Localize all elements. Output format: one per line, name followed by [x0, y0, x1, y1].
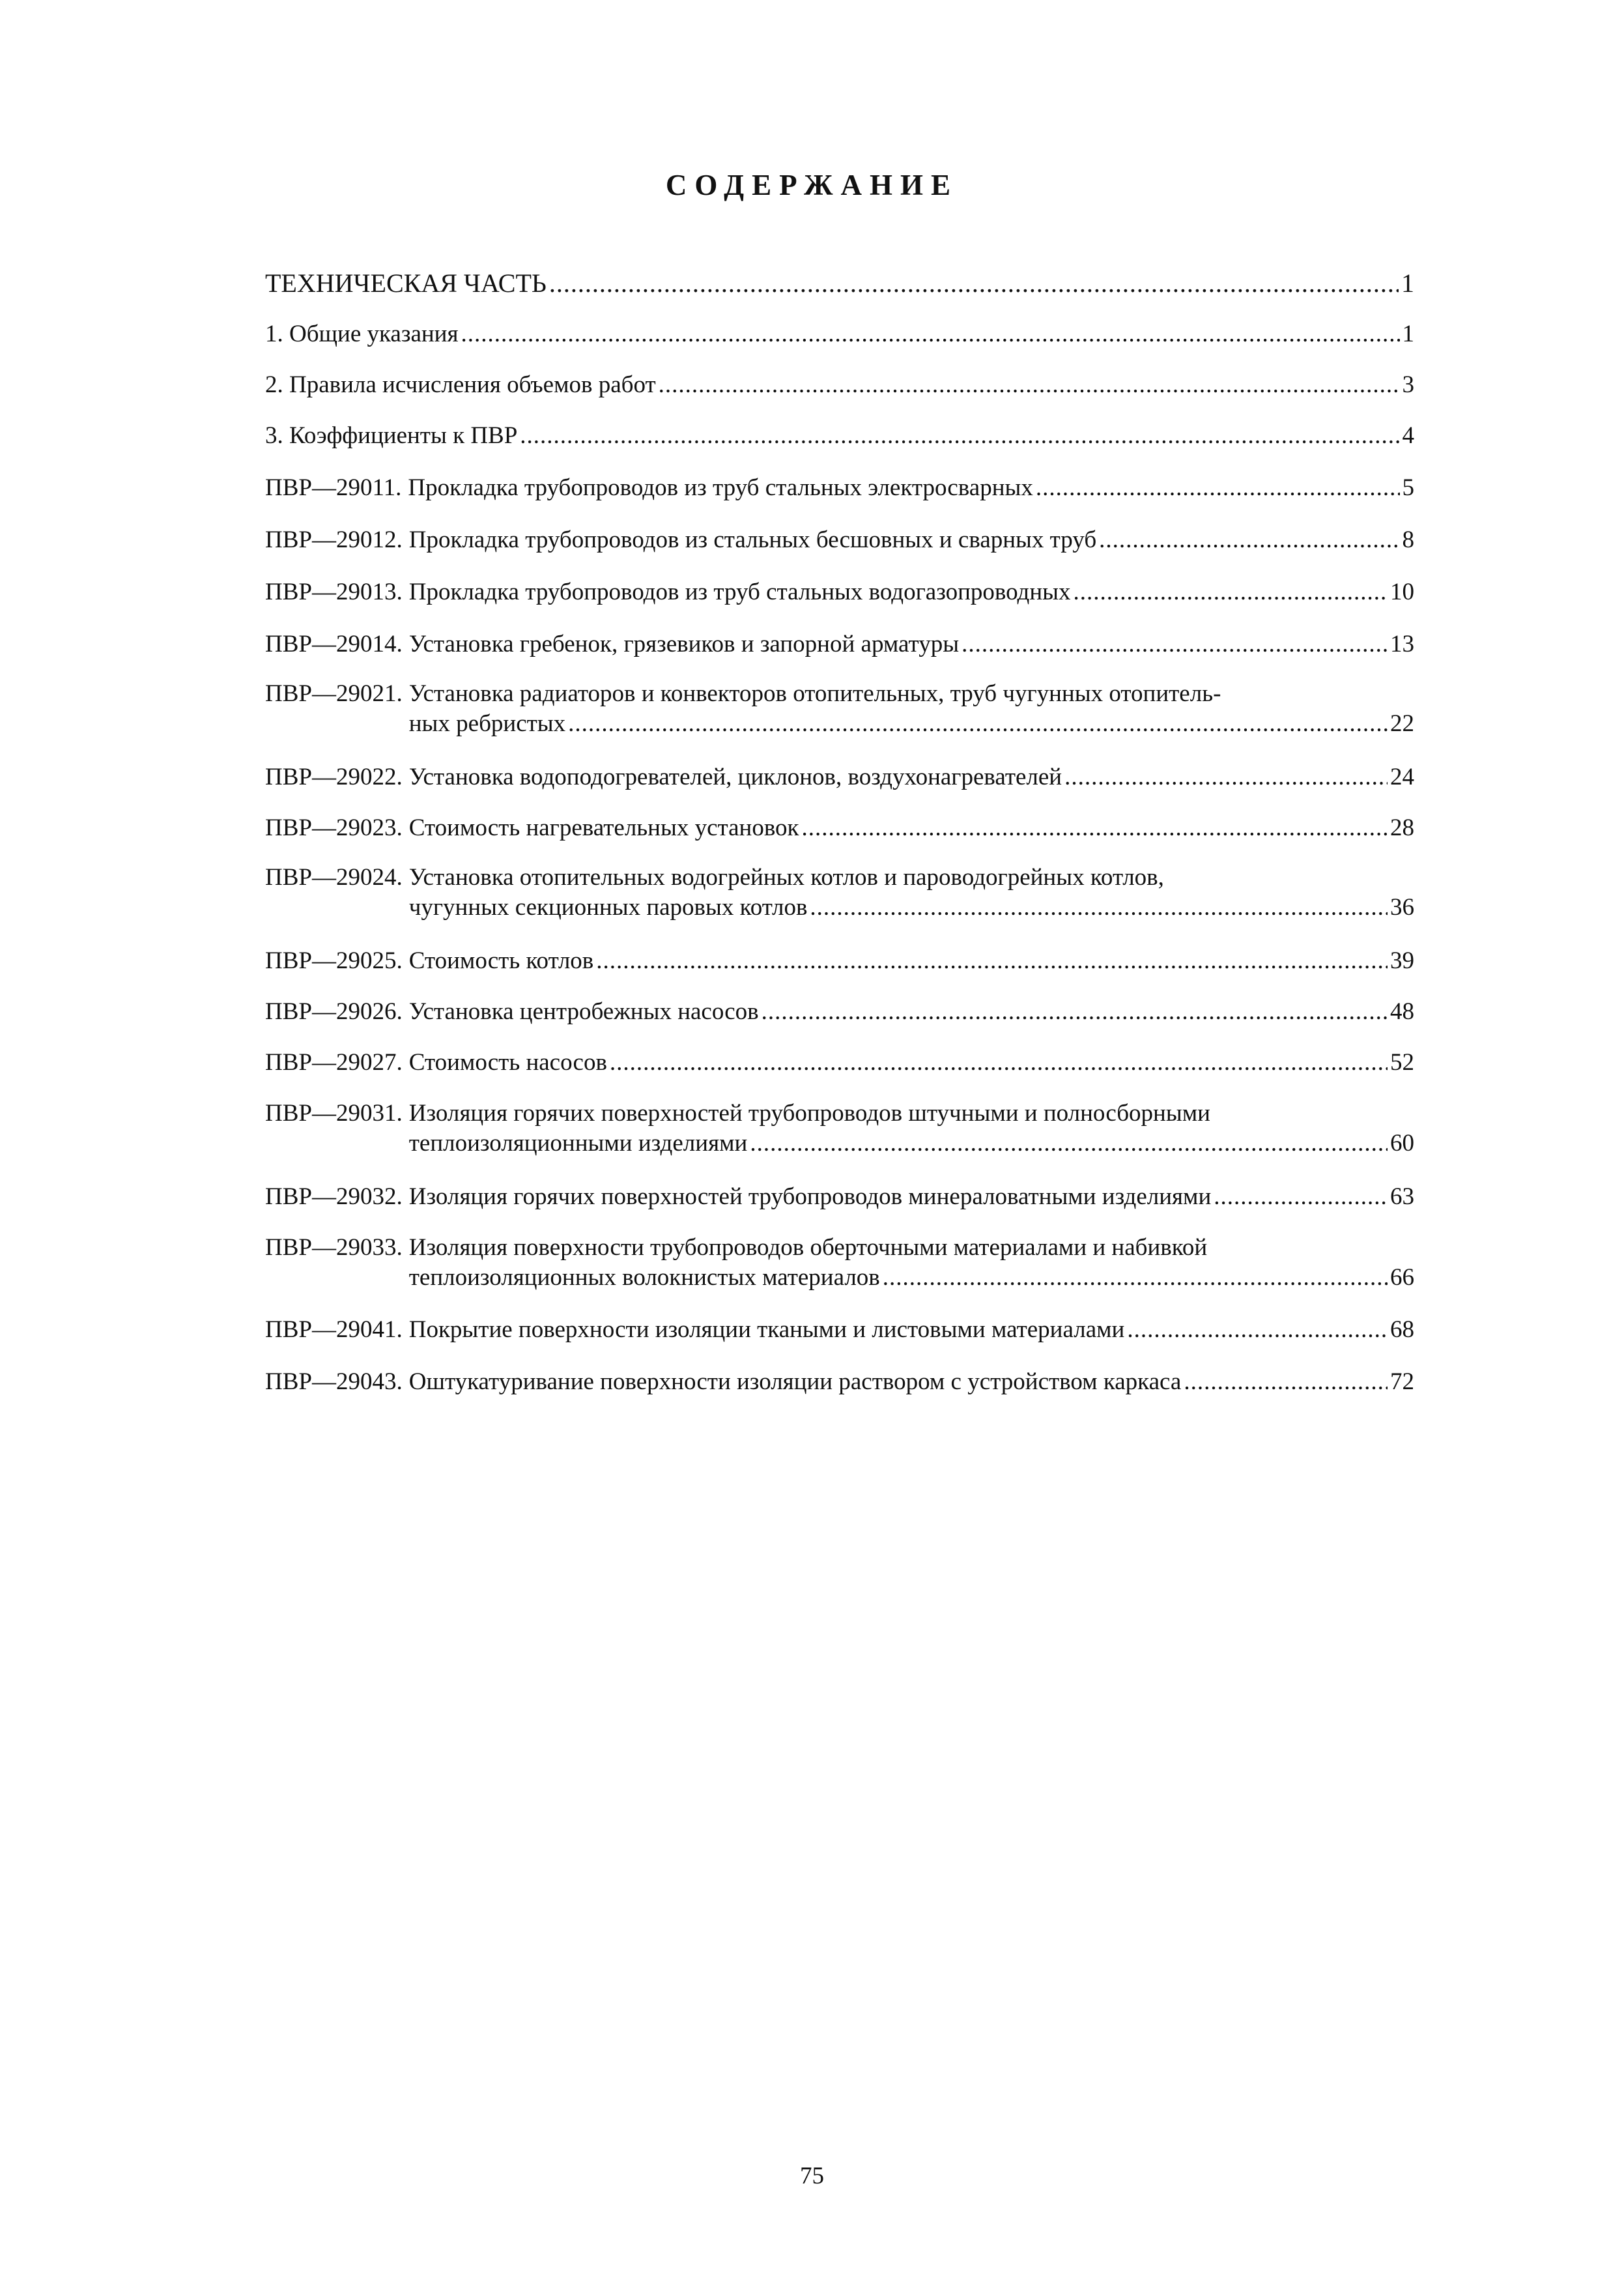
- toc-entry-text: Установка гребенок, грязевиков и запорной арматуры: [408, 631, 960, 657]
- dot-leader: [461, 319, 1400, 349]
- toc-entry-page: 1: [1402, 321, 1414, 347]
- dot-leader: [802, 813, 1388, 843]
- toc-entry-text: Стоимость насосов: [408, 1049, 607, 1076]
- dot-leader: [1127, 1315, 1388, 1345]
- toc-entry-code: ПВР—29031.: [265, 1100, 403, 1127]
- toc-entry[interactable]: [265, 629, 1414, 659]
- dot-leader: [1214, 1182, 1388, 1212]
- toc-entry-code: ПВР—29011.: [265, 474, 402, 501]
- toc-entry[interactable]: [265, 1099, 1414, 1159]
- toc-entry-code: ПВР—29041.: [265, 1316, 403, 1343]
- toc-entry-code: ПВР—29043.: [265, 1368, 403, 1395]
- toc-entry-code: ПВР—29024.: [265, 864, 403, 891]
- dot-leader: [1036, 473, 1400, 503]
- toc-entry-code: ПВР—29013.: [265, 579, 403, 605]
- toc-entry-page: 3: [1402, 371, 1414, 398]
- toc-entry-page: 28: [1390, 814, 1414, 841]
- toc-entry-text: теплоизоляционных волокнистых материалов: [408, 1264, 880, 1291]
- toc-entry-text: чугунных секционных паровых котлов: [408, 894, 808, 921]
- toc-entry-text: ТЕХНИЧЕСКАЯ ЧАСТЬ: [265, 268, 547, 298]
- toc-entry[interactable]: [265, 319, 1414, 349]
- toc-entry[interactable]: [265, 679, 1414, 739]
- toc-entry[interactable]: [265, 1182, 1414, 1212]
- toc-entry-code: ПВР—29033.: [265, 1234, 403, 1261]
- dot-leader: [659, 370, 1400, 400]
- toc-entry-text: Прокладка трубопроводов из труб стальных водогазопроводных: [408, 579, 1071, 605]
- toc-entry-page: 52: [1390, 1049, 1414, 1076]
- toc-entry-text: Прокладка трубопроводов из труб стальных электросварных: [408, 474, 1033, 501]
- dot-leader: [549, 268, 1399, 298]
- dot-leader: [1074, 577, 1388, 607]
- toc-entry[interactable]: [265, 813, 1414, 843]
- dot-leader: [568, 709, 1388, 739]
- toc-entry-page: 48: [1390, 998, 1414, 1025]
- toc-entry-page: 8: [1402, 526, 1414, 553]
- toc-entry-page: 5: [1402, 474, 1414, 501]
- toc-entry-code: ПВР—29022.: [265, 764, 403, 790]
- toc-entry-page: 4: [1402, 422, 1414, 449]
- dot-leader: [810, 893, 1388, 923]
- toc-entry-code: ПВР—29032.: [265, 1183, 403, 1210]
- toc-entry-code: ПВР—29027.: [265, 1049, 403, 1076]
- toc-entry[interactable]: [265, 1233, 1414, 1293]
- toc-entry-text: Установка водоподогревателей, циклонов, воздухонагревателей: [408, 764, 1062, 790]
- toc-entry[interactable]: [265, 1367, 1414, 1397]
- dot-leader: [1184, 1367, 1388, 1397]
- toc-entry-text: 2. Правила исчисления объемов работ: [265, 371, 656, 398]
- toc-entry-text: Установка центробежных насосов: [408, 998, 759, 1025]
- dot-leader: [883, 1263, 1388, 1293]
- toc-entry-text: 1. Общие указания: [265, 321, 459, 347]
- toc-entry-page: 10: [1390, 579, 1414, 605]
- toc-entry-page: 63: [1390, 1183, 1414, 1210]
- toc-entry[interactable]: [265, 525, 1414, 555]
- dot-leader: [610, 1048, 1388, 1078]
- toc-entry[interactable]: [265, 762, 1414, 792]
- toc-entry-text: ных ребристых: [408, 710, 566, 737]
- toc-entry-text: Изоляция горячих поверхностей трубопроводов штучными и полносборными: [408, 1100, 1210, 1127]
- dot-leader: [520, 421, 1399, 451]
- toc-entry-text: Установка радиаторов и конвекторов отопительных, труб чугунных отопитель-: [408, 680, 1221, 707]
- toc-entry[interactable]: [265, 370, 1414, 400]
- toc-entry-page: 60: [1390, 1130, 1414, 1157]
- toc-entry-page: 39: [1390, 947, 1414, 974]
- dot-leader: [596, 946, 1388, 976]
- toc-entry-page: 22: [1390, 710, 1414, 737]
- toc-entry-code: ПВР—29012.: [265, 526, 403, 553]
- toc-entry-text: теплоизоляционными изделиями: [408, 1130, 748, 1157]
- page-number: 75: [800, 2163, 824, 2189]
- dot-leader: [1064, 762, 1388, 792]
- toc-entry-text: Изоляция поверхности трубопроводов оберточными материалами и набивкой: [408, 1234, 1208, 1261]
- toc-entry-page: 72: [1390, 1368, 1414, 1395]
- toc-entry-code: ПВР—29021.: [265, 680, 403, 707]
- toc-entry[interactable]: [265, 577, 1414, 607]
- toc-entry-page: 13: [1390, 631, 1414, 657]
- toc-entry-text: Стоимость котлов: [408, 947, 594, 974]
- dot-leader: [1099, 525, 1399, 555]
- toc-entry-text: Изоляция горячих поверхностей трубопроводов минераловатными изделиями: [408, 1183, 1212, 1210]
- toc-entry-code: ПВР—29026.: [265, 998, 403, 1025]
- toc-entry-page: 24: [1390, 764, 1414, 790]
- toc-entry-text: Оштукатуривание поверхности изоляции раствором с устройством каркаса: [408, 1368, 1182, 1395]
- toc-entry-page: 36: [1390, 894, 1414, 921]
- dot-leader: [762, 997, 1388, 1027]
- toc-entry[interactable]: [265, 421, 1414, 451]
- toc-entry[interactable]: [265, 946, 1414, 976]
- toc-entry[interactable]: [265, 268, 1414, 298]
- toc-entry-page: 68: [1390, 1316, 1414, 1343]
- toc-entry-text: Прокладка трубопроводов из стальных бесшовных и сварных труб: [408, 526, 1097, 553]
- toc-entry-code: ПВР—29023.: [265, 814, 403, 841]
- toc-entry[interactable]: [265, 473, 1414, 503]
- toc-entry-text: Покрытие поверхности изоляции ткаными и листовыми материалами: [408, 1316, 1125, 1343]
- dot-leader: [962, 629, 1388, 659]
- toc-entry-page: 66: [1390, 1264, 1414, 1291]
- toc-entry[interactable]: [265, 1315, 1414, 1345]
- toc-entry-code: ПВР—29014.: [265, 631, 403, 657]
- toc-entry[interactable]: [265, 997, 1414, 1027]
- toc-entry-code: ПВР—29025.: [265, 947, 403, 974]
- page-title: СОДЕРЖАНИЕ: [665, 169, 959, 201]
- toc-entry-text: 3. Коэффициенты к ПВР: [265, 422, 518, 449]
- toc-entry-page: 1: [1401, 268, 1414, 298]
- toc-entry[interactable]: [265, 1048, 1414, 1078]
- toc-entry-text: Установка отопительных водогрейных котлов и пароводогрейных котлов,: [408, 864, 1164, 891]
- toc-entry-text: Стоимость нагревательных установок: [408, 814, 799, 841]
- dot-leader: [750, 1129, 1388, 1159]
- toc-entry[interactable]: [265, 863, 1414, 923]
